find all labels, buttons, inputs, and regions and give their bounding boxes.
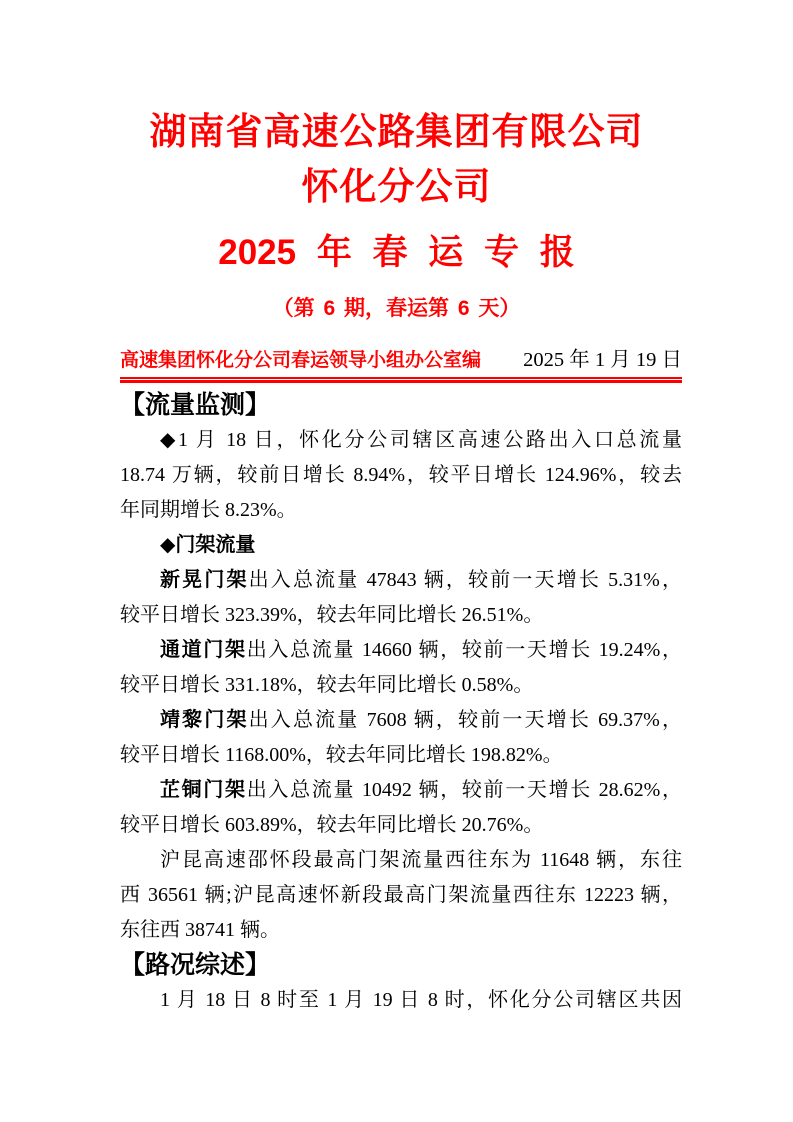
- line-text: 沪昆高速邵怀段最高门架流量西往东为 11648 辆，东往: [160, 849, 682, 871]
- red-divider: [120, 380, 682, 383]
- line-text: 东往西 38741 辆。: [120, 919, 280, 941]
- section-heading-text: 【流量监测】: [120, 391, 271, 419]
- line-text: 较平日增长 331.18%，较去年同比增长 0.58%。: [120, 674, 534, 696]
- section-heading-traffic: [120, 388, 682, 423]
- body-line: [120, 493, 682, 528]
- line-text: 1 月 18 日 8 时至 1 月 19 日 8 时，怀化分公司辖区共因: [160, 989, 682, 1011]
- body-line-xinhuang-gate: [120, 563, 682, 598]
- body-line: [120, 598, 682, 633]
- issue-info: （第 6 期，春运第 6 天）: [272, 297, 521, 320]
- gate-name: 靖黎门架: [160, 709, 249, 731]
- line-text: 出入总流量 14660 辆，较前一天增长 19.24%，: [246, 639, 682, 661]
- line-text: 较平日增长 323.39%，较去年同比增长 26.51%。: [120, 604, 544, 626]
- line-text: 较平日增长 603.89%，较去年同比增长 20.76%。: [120, 814, 544, 836]
- body-line: [120, 913, 682, 948]
- body-line: [120, 423, 682, 458]
- line-prefix: ◆门架流量: [160, 534, 256, 556]
- line-text: 18.74 万辆，较前日增长 8.94%，较平日增长 124.96%，较去: [120, 464, 682, 486]
- body-line-zhitong-gate: [120, 773, 682, 808]
- line-text: 出入总流量 10492 辆，较前一天增长 28.62%，: [246, 779, 682, 801]
- editor-byline: [120, 347, 682, 379]
- section-heading-text: 【路况综述】: [120, 951, 271, 979]
- body-line: [120, 668, 682, 703]
- company-title-line1: 湖南省高速公路集团有限公司: [149, 111, 644, 152]
- editor-label: 高速集团怀化分公司春运领导小组办公室编: [120, 350, 482, 371]
- gate-name: 新晃门架: [160, 569, 249, 591]
- document-body: [120, 388, 682, 1018]
- body-line: [120, 808, 682, 843]
- gate-name: 通道门架: [160, 639, 247, 661]
- body-line: [120, 458, 682, 493]
- body-line-gate-flow-heading: [120, 528, 682, 563]
- body-line: [120, 983, 682, 1018]
- company-title-line2: 怀化分公司: [301, 166, 492, 207]
- line-text: 出入总流量 7608 辆，较前一天增长 69.37%，: [248, 709, 682, 731]
- line-text: 西 36561 辆;沪昆高速怀新段最高门架流量西往东 12223 辆，: [120, 884, 682, 906]
- line-text: 出入总流量 47843 辆，较前一天增长 5.31%，: [248, 569, 682, 591]
- line-text: ◆1 月 18 日，怀化分公司辖区高速公路出入口总流量: [160, 429, 682, 451]
- gate-name: 芷铜门架: [160, 779, 247, 801]
- body-line: [120, 878, 682, 913]
- report-title: 2025 年 春 运 专 报: [218, 233, 575, 272]
- line-text: 较平日增长 1168.00%，较去年同比增长 198.82%。: [120, 744, 563, 766]
- issue-date: 2025 年 1 月 19 日: [523, 349, 682, 371]
- body-line-jingli-gate: [120, 703, 682, 738]
- body-line: [120, 843, 682, 878]
- body-line-tongdao-gate: [120, 633, 682, 668]
- body-line: [120, 738, 682, 773]
- section-heading-road: [120, 948, 682, 983]
- line-text: 年同期增长 8.23%。: [120, 499, 297, 521]
